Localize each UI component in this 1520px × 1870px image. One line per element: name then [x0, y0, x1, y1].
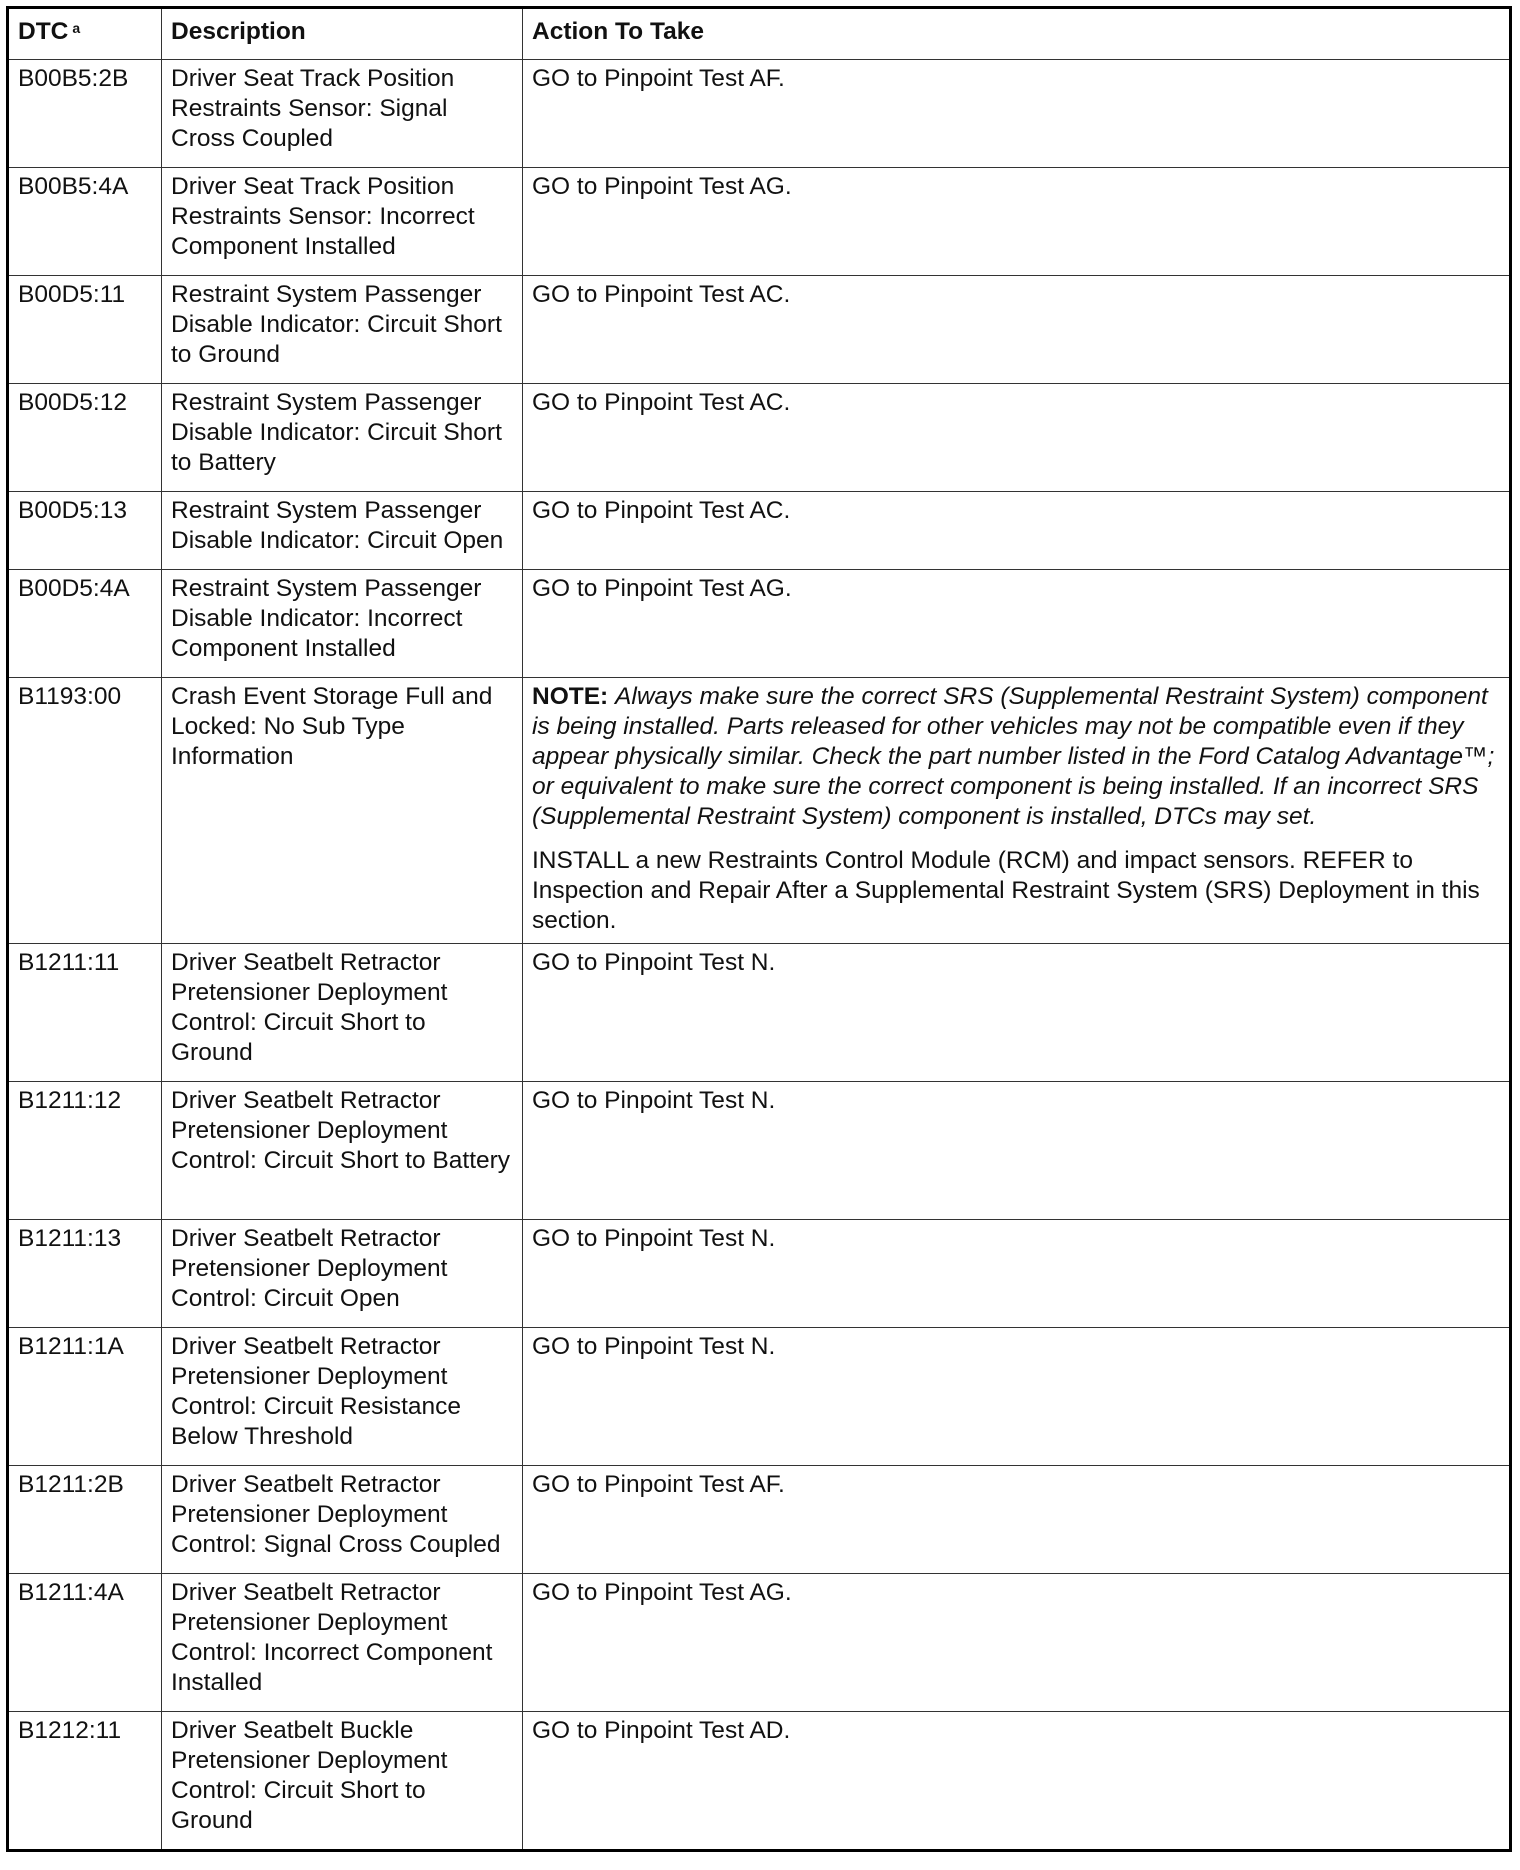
table-row: [8, 570, 1511, 678]
cell-action: GO to Pinpoint Test AF.: [523, 60, 1511, 168]
cell-action: GO to Pinpoint Test AG.: [523, 168, 1511, 276]
cell-dtc: B1212:11: [8, 1712, 162, 1851]
cell-action: GO to Pinpoint Test N.: [523, 944, 1511, 1082]
table-row: [8, 1328, 1511, 1466]
cell-action: GO to Pinpoint Test AG.: [523, 1574, 1511, 1712]
cell-dtc: B00D5:13: [8, 492, 162, 570]
cell-action: GO to Pinpoint Test N.: [523, 1328, 1511, 1466]
table-row: [8, 1220, 1511, 1328]
cell-action: GO to Pinpoint Test AF.: [523, 1466, 1511, 1574]
note-block: [532, 682, 1500, 832]
cell-dtc: B1211:11: [8, 944, 162, 1082]
action-text: INSTALL a new Restraints Control Module (RCM) and impact sensors. REFER to Inspection and Repair After a Supplemental Restraint System (SRS) Deployment in this section.: [532, 847, 1480, 934]
cell-action: GO to Pinpoint Test AC.: [523, 384, 1511, 492]
table-row: [8, 678, 1511, 944]
cell-action: GO to Pinpoint Test AG.: [523, 570, 1511, 678]
cell-action: GO to Pinpoint Test N.: [523, 1082, 1511, 1220]
cell-description: Driver Seatbelt Retractor Pretensioner Deployment Control: Circuit Resistance Below Threshold: [162, 1328, 523, 1466]
table-row: [8, 60, 1511, 168]
cell-description: Driver Seatbelt Retractor Pretensioner Deployment Control: Signal Cross Coupled: [162, 1466, 523, 1574]
table-row: [8, 276, 1511, 384]
note-label: NOTE:: [532, 683, 609, 710]
cell-description: Driver Seatbelt Retractor Pretensioner Deployment Control: Circuit Open: [162, 1220, 523, 1328]
cell-dtc: B00B5:2B: [8, 60, 162, 168]
cell-action: GO to Pinpoint Test AD.: [523, 1712, 1511, 1851]
cell-description: Driver Seatbelt Retractor Pretensioner Deployment Control: Circuit Short to Battery: [162, 1082, 523, 1220]
table-header-row: [8, 8, 1511, 60]
header-description: Description: [162, 8, 523, 60]
header-action: Action To Take: [523, 8, 1511, 60]
cell-description: Restraint System Passenger Disable Indicator: Circuit Short to Battery: [162, 384, 523, 492]
cell-action: GO to Pinpoint Test AC.: [523, 492, 1511, 570]
cell-dtc: B00D5:12: [8, 384, 162, 492]
cell-dtc: B00D5:11: [8, 276, 162, 384]
cell-description: Restraint System Passenger Disable Indicator: Circuit Open: [162, 492, 523, 570]
cell-description: Driver Seat Track Position Restraints Sensor: Signal Cross Coupled: [162, 60, 523, 168]
cell-description: Driver Seat Track Position Restraints Sensor: Incorrect Component Installed: [162, 168, 523, 276]
table-row: [8, 492, 1511, 570]
note-text: Always make sure the correct SRS (Supplemental Restraint System) component is being installed. Parts released for other vehicles may not be compatible even if they appear physically similar. Check the part number listed in the Ford Catalog Advantage™; or equivalent to make sure the correct component is being installed. If an incorrect SRS (Supplemental Restraint System) component is installed, DTCs may set.: [532, 683, 1495, 830]
header-dtc: [8, 8, 162, 60]
table-row: [8, 1082, 1511, 1220]
cell-description: Crash Event Storage Full and Locked: No Sub Type Information: [162, 678, 523, 944]
cell-dtc: B00D5:4A: [8, 570, 162, 678]
table-row: [8, 944, 1511, 1082]
table-row: [8, 168, 1511, 276]
table-row: [8, 1574, 1511, 1712]
header-dtc-label: DTC: [18, 18, 69, 45]
cell-description: Restraint System Passenger Disable Indicator: Circuit Short to Ground: [162, 276, 523, 384]
table-row: [8, 384, 1511, 492]
cell-description: Driver Seatbelt Buckle Pretensioner Deployment Control: Circuit Short to Ground: [162, 1712, 523, 1851]
cell-dtc: B1211:1A: [8, 1328, 162, 1466]
table-row: [8, 1712, 1511, 1851]
cell-action: [523, 678, 1511, 944]
cell-description: Driver Seatbelt Retractor Pretensioner Deployment Control: Circuit Short to Ground: [162, 944, 523, 1082]
cell-dtc: B1211:4A: [8, 1574, 162, 1712]
cell-dtc: B1211:2B: [8, 1466, 162, 1574]
cell-dtc: B1211:12: [8, 1082, 162, 1220]
cell-description: Restraint System Passenger Disable Indicator: Incorrect Component Installed: [162, 570, 523, 678]
dtc-table: [6, 6, 1512, 1852]
table-row: [8, 1466, 1511, 1574]
cell-dtc: B1211:13: [8, 1220, 162, 1328]
cell-dtc: B1193:00: [8, 678, 162, 944]
header-dtc-footnote: a: [72, 20, 81, 36]
cell-dtc: B00B5:4A: [8, 168, 162, 276]
cell-description: Driver Seatbelt Retractor Pretensioner Deployment Control: Incorrect Component Installed: [162, 1574, 523, 1712]
cell-action: GO to Pinpoint Test N.: [523, 1220, 1511, 1328]
cell-action: GO to Pinpoint Test AC.: [523, 276, 1511, 384]
